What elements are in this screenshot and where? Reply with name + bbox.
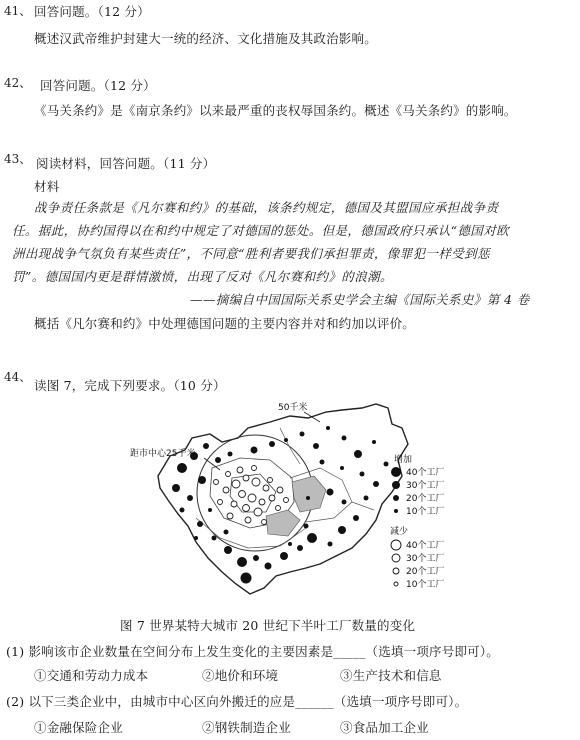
increase-markers xyxy=(172,426,389,584)
legend-inc-10 xyxy=(394,509,398,513)
q44-sub1-text: (1) 影响该市企业数量在空间分布上发生变化的主要因素是_____（选填一项序号即可）。 xyxy=(6,644,499,659)
q44-sub1-option-3: ③生产技术和信息 xyxy=(340,668,442,683)
legend-dec-30-label: 30个工厂 xyxy=(406,554,445,564)
legend-decrease-heading: 减少 xyxy=(390,527,409,537)
legend-dec-20 xyxy=(393,568,399,574)
legend-inc-30-label: 30个工厂 xyxy=(406,481,445,491)
legend-dec-30 xyxy=(392,554,400,562)
city-map-figure xyxy=(130,398,460,608)
legend-inc-40 xyxy=(391,467,401,477)
q44-sub2-option-3: ③食品加工企业 xyxy=(340,720,429,735)
q44-sub2-text: (2) 以下三类企业中，由城市中心区向外搬迁的应是______（选填一项序号即可）。 xyxy=(6,694,468,709)
label-50km: 50千米 xyxy=(278,403,308,413)
q44-prompt: 读图 7，完成下列要求。（10 分） xyxy=(34,378,226,393)
q43-source: ——摘编自中国国际关系史学会主编《国际关系史》第 4 卷 xyxy=(190,292,530,307)
legend-inc-30 xyxy=(392,481,400,489)
q44-sub1-option-2: ②地价和环境 xyxy=(202,668,279,683)
map-legend xyxy=(390,453,444,590)
q43-material-line-3: 洲出现战争气氛负有某些责任”，不同意“胜利者要我们承担罪责，像罪犯一样受到惩 xyxy=(12,246,490,261)
q44-sub2-option-1: ①金融保险企业 xyxy=(34,720,123,735)
q43-number: 43、 xyxy=(4,152,32,166)
q41-prompt: 回答问题。（12 分） xyxy=(34,4,150,19)
district-border-d xyxy=(352,502,374,510)
legend-inc-20-label: 20个工厂 xyxy=(406,494,445,504)
q41-text: 概述汉武帝维护封建大一统的经济、文化措施及其政治影响。 xyxy=(34,31,377,46)
q43-material-line-2: 任。据此，协约国得以在和约中规定了对德国的惩处。但是，德国政府只承认“德国对欧 xyxy=(12,223,509,238)
q41-number: 41、 xyxy=(4,4,32,18)
q43-material-line-4: 罚”。德国国内更是群情激愤，出现了反对《凡尔赛和约》的浪潮。 xyxy=(12,269,393,284)
label-25km: 距市中心25千米 xyxy=(130,449,196,459)
city-map xyxy=(130,398,460,608)
q44-sub1-option-1: ①交通和劳动力成本 xyxy=(34,668,149,683)
q43-prompt: 阅读材料，回答问题。（11 分） xyxy=(36,156,216,171)
q44-sub2-option-2: ②钢铁制造企业 xyxy=(202,720,291,735)
q44-number: 44、 xyxy=(4,370,32,384)
q43-question: 概括《凡尔赛和约》中处理德国问题的主要内容并对和约加以评价。 xyxy=(34,316,416,331)
city-boundary xyxy=(158,404,408,594)
legend-dec-40 xyxy=(391,540,401,550)
pointer-50km xyxy=(304,412,320,422)
q42-prompt: 回答问题。（12 分） xyxy=(40,78,156,93)
legend-dec-40-label: 40个工厂 xyxy=(406,541,445,551)
legend-dec-10-label: 10个工厂 xyxy=(406,580,445,590)
legend-dec-20-label: 20个工厂 xyxy=(406,567,445,577)
q43-material-line-1: 战争责任条款是《凡尔赛和约》的基础，该条约规定，德国及其盟国应承担战争责 xyxy=(34,200,499,215)
legend-increase-heading: 增加 xyxy=(394,455,413,465)
shaded-district-2 xyxy=(266,510,300,536)
legend-inc-20 xyxy=(393,495,399,501)
q42-number: 42、 xyxy=(4,76,32,90)
district-border-c xyxy=(280,428,300,464)
legend-dec-10 xyxy=(394,582,398,586)
figure-caption: 图 7 世界某特大城市 20 世纪下半叶工厂数量的变化 xyxy=(120,618,416,633)
q42-text: 《马关条约》是《南京条约》以来最严重的丧权辱国条约。概述《马关条约》的影响。 xyxy=(34,103,517,118)
q43-material-label: 材料 xyxy=(34,179,60,194)
shaded-district-1 xyxy=(292,476,326,512)
legend-inc-10-label: 10个工厂 xyxy=(406,507,445,517)
legend-inc-40-label: 40个工厂 xyxy=(406,468,445,478)
